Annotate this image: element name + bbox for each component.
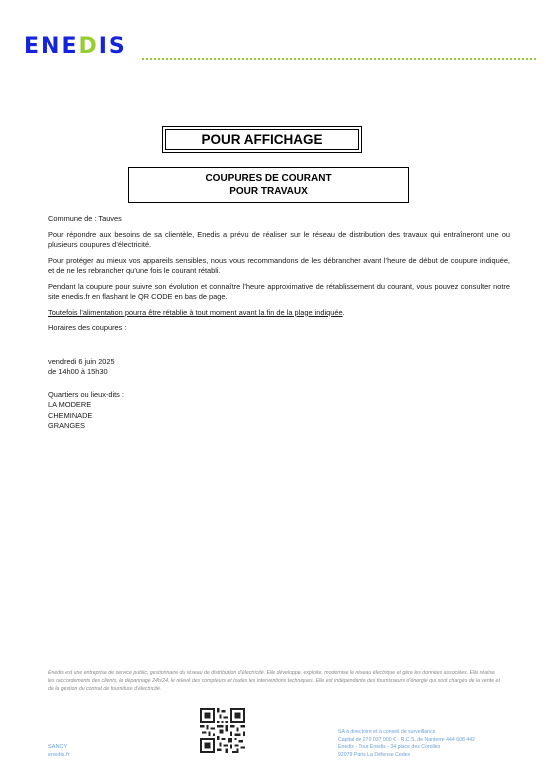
warning-text: Toutefois l’alimentation pourra être rétablie à tout moment avant la fin de la plage indiquée xyxy=(48,307,343,317)
subtitle-line-2: POUR TRAVAUX xyxy=(229,186,308,197)
header-dotted-line xyxy=(142,58,536,60)
legal-line: SA à directoire et à conseil de surveillance xyxy=(338,729,436,735)
area-item: CHEMINADE xyxy=(48,410,93,420)
footer-website-link[interactable]: enedis.fr xyxy=(48,752,70,758)
area-item: GRANGES xyxy=(48,421,85,430)
areas-label: Quartiers ou lieux-dits : xyxy=(48,389,124,399)
schedule-label: Horaires des coupures : xyxy=(48,323,127,332)
logo-part-1: ENE xyxy=(24,34,79,59)
enedis-logo xyxy=(24,34,127,60)
notice-body xyxy=(48,214,510,432)
warning-suffix: . xyxy=(342,307,345,317)
footer-legal xyxy=(338,729,475,759)
areas-block xyxy=(48,390,510,432)
logo-part-2: D xyxy=(78,34,99,59)
qr-code-icon xyxy=(200,708,245,753)
footer-left xyxy=(48,743,69,759)
paragraph-3: Pendant la coupure pour suivre son évolution et connaître l’heure approximative de rétablissement du courant, vous pouvez consulter notre site enedis.fr en flashant le QR CODE en bas de page. xyxy=(48,281,510,301)
legal-line: Capital de 270 037 000 € - R.C.S. de Nanterre 444 608 442 xyxy=(338,736,475,743)
footer-disclaimer: Enedis est une entreprise de service public, gestionnaire du réseau de distribution d’électricité. Elle développe, exploite, modernise le réseau électrique et gère les données associées. Elle réalise les raccordements des clients, le dépannage 24h/24, le relevé des compteurs et toutes les interventions techniques. Elle est indépendante des fournisseurs d’énergie qui sont chargés de la vente et de la gestion du contrat de fourniture d’électricité. xyxy=(48,670,500,692)
subtitle-box xyxy=(128,167,409,203)
outage-time: de 14h00 à 15h30 xyxy=(48,367,108,376)
paragraph-1: Pour répondre aux besoins de sa clientèle, Enedis a prévu de réaliser sur le réseau de distribution des travaux qui entraîneront une ou plusieurs coupures d’électricité. xyxy=(48,229,510,249)
outage-date: vendredi 6 juin 2025 xyxy=(48,356,115,366)
commune-line: Commune de : Tauves xyxy=(48,214,122,223)
logo-part-3: IS xyxy=(98,34,127,59)
notice-title: POUR AFFICHAGE xyxy=(165,129,359,150)
paragraph-2: Pour protéger au mieux vos appareils sensibles, nous vous recommandons de les débrancher avant l’heure de début de coupure indiquée, et de ne les rebrancher qu’une fois le courant rétabli. xyxy=(48,255,510,275)
title-box xyxy=(162,126,362,153)
legal-line: 92079 Paris La Défense Cedex xyxy=(338,751,411,758)
subtitle-line-1: COUPURES DE COURANT xyxy=(205,173,332,184)
area-item: LA MODERE xyxy=(48,400,92,409)
footer-region: SANCY xyxy=(48,744,68,750)
legal-line: Enedis - Tour Enedis - 34 place des Corolles xyxy=(338,744,441,750)
warning-line xyxy=(48,308,510,319)
schedule-block xyxy=(48,357,510,378)
